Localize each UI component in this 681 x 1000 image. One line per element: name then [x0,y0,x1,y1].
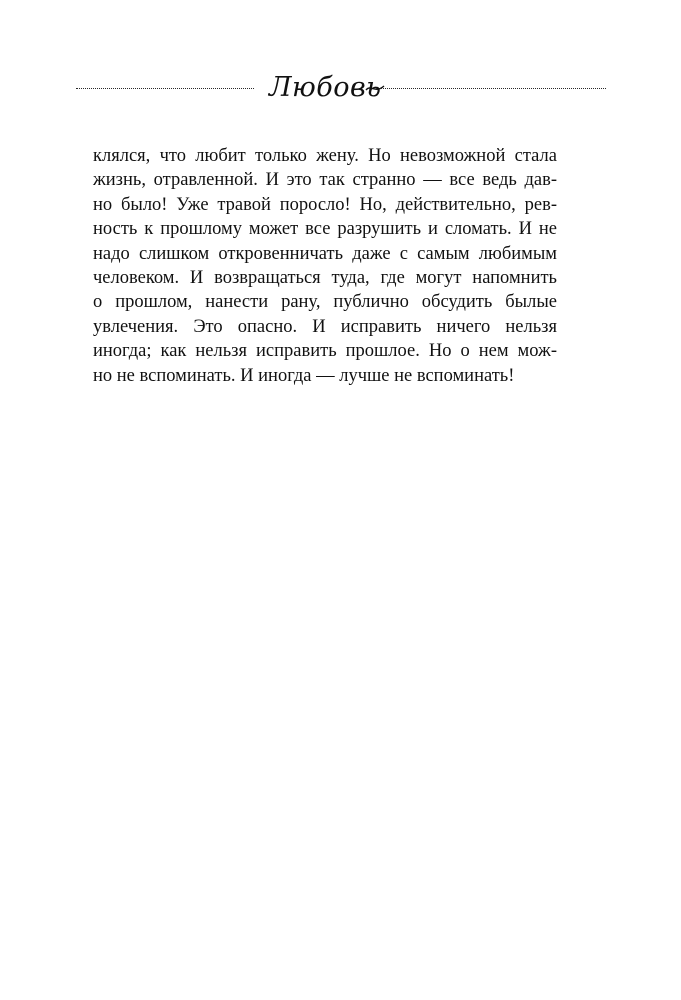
header-dotted-rule-left [76,88,254,89]
text-line: но не вспоминать. И иногда — лучше не вспоминать! [93,365,515,386]
running-header [76,64,606,114]
text-line: о прошлом, нанести рану, публично обсудить былые [93,292,557,313]
text-line: человеком. И возвращаться туда, где могут напомнить [93,267,557,288]
header-title-text: Любовь [269,72,382,103]
text-line: жизнь, отравленной. И это так странно — все ведь дав- [93,170,557,191]
text-line: клялся, что любит только жену. Но невозможной стала [93,146,557,166]
text-line: увлечения. Это опасно. И исправить ничего нельзя [93,316,557,337]
text-line: но было! Уже травой поросло! Но, действительно, рев- [93,194,557,215]
text-line: ность к прошлому может все разрушить и сломать. И не [93,219,557,240]
running-header-title [269,70,389,110]
title-flourish-icon [365,82,385,96]
header-dotted-rule-right [380,88,606,89]
text-line: иногда; как нельзя исправить прошлое. Но о нем мож- [93,341,557,362]
text-line: надо слишком откровенничать даже с самым любимым [93,243,557,264]
body-paragraph [93,144,557,388]
